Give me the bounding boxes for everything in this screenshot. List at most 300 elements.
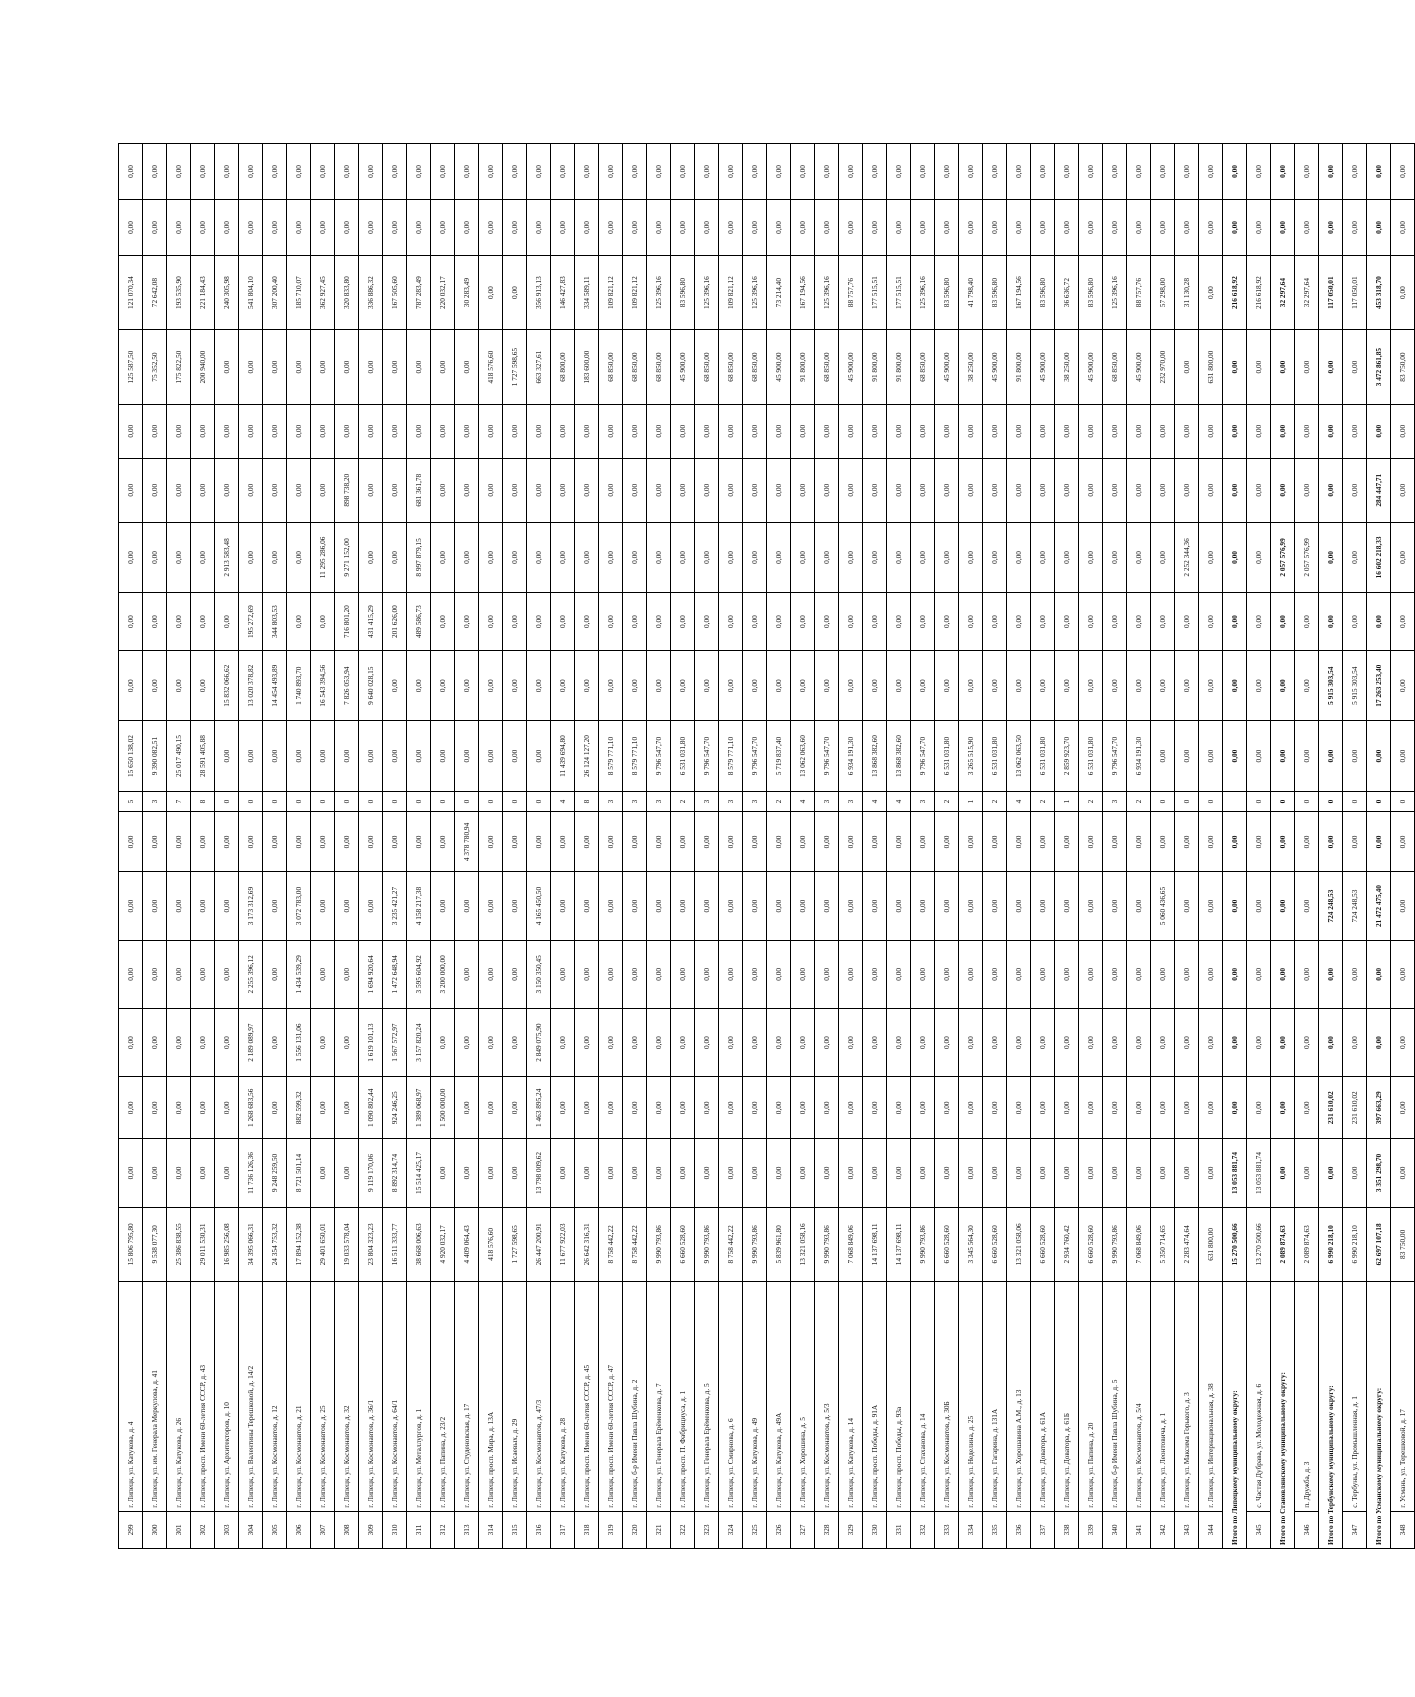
- value-cell: 0,00: [215, 812, 239, 872]
- value-cell: 0,00: [1055, 872, 1079, 940]
- value-cell: 9 990 793,86: [695, 1207, 719, 1281]
- value-cell: 1 500 000,00: [431, 1077, 455, 1139]
- value-cell: 0,00: [431, 872, 455, 940]
- value-cell: 0,00: [1295, 940, 1319, 1008]
- value-cell: 0,00: [575, 200, 599, 256]
- value-cell: 0,00: [527, 721, 551, 791]
- value-cell: 724 248,53: [1319, 872, 1343, 940]
- row-number: 344: [1199, 1511, 1223, 1548]
- value-cell: 2 859 923,70: [1055, 721, 1079, 791]
- value-cell: 0: [1175, 791, 1199, 812]
- address-cell: г. Липецк, б-р Имени Павла Шубина, д. 2: [623, 1282, 647, 1512]
- value-cell: 0,00: [935, 404, 959, 458]
- value-cell: 0,00: [1079, 1139, 1103, 1207]
- value-cell: 0,00: [1103, 812, 1127, 872]
- value-cell: 0,00: [1223, 1008, 1247, 1076]
- value-cell: 0,00: [1367, 200, 1391, 256]
- value-cell: 0,00: [455, 940, 479, 1008]
- value-cell: 75 352,50: [143, 330, 167, 404]
- value-cell: 0,00: [1175, 872, 1199, 940]
- total-label: Итого по Становлянскому муниципальному округу:: [1271, 1282, 1295, 1549]
- value-cell: 0,00: [983, 593, 1007, 651]
- table-row: [335, 144, 359, 1549]
- value-cell: 0,00: [143, 593, 167, 651]
- value-cell: 0,00: [479, 651, 503, 721]
- value-cell: 45 900,00: [935, 330, 959, 404]
- value-cell: 0,00: [1391, 458, 1415, 522]
- value-cell: 0,00: [887, 651, 911, 721]
- row-number: 330: [863, 1511, 887, 1548]
- row-number: 299: [119, 1511, 143, 1548]
- value-cell: 3 351 298,70: [1367, 1139, 1391, 1207]
- value-cell: 0,00: [143, 940, 167, 1008]
- value-cell: 3: [1103, 791, 1127, 812]
- value-cell: 0,00: [527, 458, 551, 522]
- value-cell: 195 272,69: [239, 593, 263, 651]
- table-row: [1199, 144, 1223, 1549]
- value-cell: 0,00: [167, 458, 191, 522]
- table-row: [1007, 144, 1031, 1549]
- address-cell: г. Липецк, просп. Имени 60-летия СССР, д. 43: [191, 1282, 215, 1512]
- value-cell: 0,00: [311, 200, 335, 256]
- address-cell: г. Липецк, ул. Хорошина, д. 5: [791, 1282, 815, 1512]
- value-cell: 8 579 771,10: [623, 721, 647, 791]
- value-cell: 19 033 578,04: [335, 1207, 359, 1281]
- value-cell: 0,00: [431, 1139, 455, 1207]
- value-cell: 2: [671, 791, 695, 812]
- value-cell: 0,00: [671, 404, 695, 458]
- value-cell: 0: [359, 791, 383, 812]
- value-cell: 0,00: [551, 1139, 575, 1207]
- value-cell: 0,00: [719, 522, 743, 592]
- address-cell: г. Липецк, ул. Интернациональная, д. 38: [1199, 1282, 1223, 1512]
- value-cell: 13 868 382,60: [887, 721, 911, 791]
- value-cell: 0,00: [671, 200, 695, 256]
- value-cell: 0: [1271, 791, 1295, 812]
- value-cell: 1 740 893,70: [287, 651, 311, 721]
- value-cell: 73 214,40: [767, 255, 791, 329]
- value-cell: 13 062 063,60: [791, 721, 815, 791]
- value-cell: 0,00: [191, 1077, 215, 1139]
- address-cell: с. Тербуны, ул. Промышленная, д. 1: [1343, 1282, 1367, 1512]
- value-cell: 9 990 793,86: [1103, 1207, 1127, 1281]
- value-cell: 0,00: [383, 330, 407, 404]
- value-cell: 0,00: [383, 404, 407, 458]
- value-cell: 716 801,20: [335, 593, 359, 651]
- value-cell: 0,00: [239, 721, 263, 791]
- value-cell: 0,00: [1391, 200, 1415, 256]
- value-cell: 2: [1079, 791, 1103, 812]
- value-cell: 0,00: [863, 144, 887, 200]
- value-cell: 3 595 604,92: [407, 940, 431, 1008]
- value-cell: 0,00: [455, 330, 479, 404]
- value-cell: 0,00: [1007, 651, 1031, 721]
- value-cell: 13 062 063,50: [1007, 721, 1031, 791]
- value-cell: 0,00: [1127, 1139, 1151, 1207]
- value-cell: 0,00: [335, 940, 359, 1008]
- value-cell: 8 579 771,10: [599, 721, 623, 791]
- row-number: 316: [527, 1511, 551, 1548]
- value-cell: 0,00: [167, 651, 191, 721]
- value-cell: 9 796 547,70: [1103, 721, 1127, 791]
- value-cell: 0,00: [119, 200, 143, 256]
- table-row: [1127, 144, 1151, 1549]
- value-cell: 0,00: [935, 1139, 959, 1207]
- value-cell: 0,00: [503, 940, 527, 1008]
- value-cell: 0,00: [503, 522, 527, 592]
- value-cell: 220 032,17: [431, 255, 455, 329]
- value-cell: 0,00: [863, 200, 887, 256]
- value-cell: 0,00: [839, 1139, 863, 1207]
- value-cell: 0,00: [599, 458, 623, 522]
- value-cell: 91 800,00: [1007, 330, 1031, 404]
- value-cell: 0,00: [1079, 940, 1103, 1008]
- table-row: [287, 144, 311, 1549]
- value-cell: 0,00: [1175, 1077, 1199, 1139]
- value-cell: 0,00: [527, 593, 551, 651]
- value-cell: 5 915 303,54: [1343, 651, 1367, 721]
- value-cell: 45 900,00: [839, 330, 863, 404]
- address-cell: г. Липецк, ул. Космонавтов, д. 5/4: [1127, 1282, 1151, 1512]
- value-cell: 0,00: [335, 1008, 359, 1076]
- value-cell: 0,00: [1055, 1077, 1079, 1139]
- value-cell: 0,00: [599, 404, 623, 458]
- value-cell: 0,00: [455, 458, 479, 522]
- value-cell: 0,00: [575, 522, 599, 592]
- value-cell: 45 900,00: [1079, 330, 1103, 404]
- value-cell: 0,00: [719, 458, 743, 522]
- value-cell: 0,00: [1127, 144, 1151, 200]
- value-cell: 0,00: [815, 1139, 839, 1207]
- row-number: 301: [167, 1511, 191, 1548]
- table-row: [431, 144, 455, 1549]
- value-cell: 4 165 450,50: [527, 872, 551, 940]
- value-cell: 0,00: [671, 1008, 695, 1076]
- value-cell: 0,00: [575, 458, 599, 522]
- value-cell: 0,00: [863, 651, 887, 721]
- total-row: [1223, 144, 1247, 1549]
- value-cell: 0: [503, 791, 527, 812]
- value-cell: 0,00: [311, 1139, 335, 1207]
- row-number: 329: [839, 1511, 863, 1548]
- value-cell: 0,00: [1175, 593, 1199, 651]
- table-row: [791, 144, 815, 1549]
- value-cell: 0,00: [1031, 404, 1055, 458]
- value-cell: 0,00: [1031, 1139, 1055, 1207]
- value-cell: 0,00: [695, 1077, 719, 1139]
- value-cell: 0,00: [1343, 404, 1367, 458]
- value-cell: 0,00: [455, 721, 479, 791]
- value-cell: 0,00: [1031, 144, 1055, 200]
- value-cell: 0,00: [743, 872, 767, 940]
- value-cell: 0,00: [1223, 721, 1247, 791]
- value-cell: 0,00: [431, 593, 455, 651]
- address-cell: г. Липецк, ул. Максима Горького, д. 3: [1175, 1282, 1199, 1512]
- address-cell: г. Липецк, ул. Катукова, д. 49А: [767, 1282, 791, 1512]
- value-cell: 4 378 780,94: [455, 812, 479, 872]
- value-cell: 0,00: [839, 1077, 863, 1139]
- value-cell: 9 990 793,86: [743, 1207, 767, 1281]
- value-cell: 0,00: [743, 200, 767, 256]
- address-cell: г. Липецк, ул. им. Генерала Меркулова, д. 41: [143, 1282, 167, 1512]
- row-number: 322: [671, 1511, 695, 1548]
- value-cell: 0,00: [1103, 404, 1127, 458]
- value-cell: 0,00: [767, 458, 791, 522]
- value-cell: 0,00: [767, 404, 791, 458]
- value-cell: 0,00: [503, 255, 527, 329]
- value-cell: 9 796 547,70: [647, 721, 671, 791]
- value-cell: 7: [167, 791, 191, 812]
- value-cell: 0,00: [791, 1077, 815, 1139]
- value-cell: 29 011 530,31: [191, 1207, 215, 1281]
- value-cell: 0,00: [695, 872, 719, 940]
- value-cell: 2 057 576,99: [1271, 522, 1295, 592]
- value-cell: 0,00: [263, 522, 287, 592]
- table-row: [551, 144, 575, 1549]
- address-cell: г. Липецк, ул. Космонавтов, д. 47/3: [527, 1282, 551, 1512]
- value-cell: 45 900,00: [983, 330, 1007, 404]
- value-cell: 8 758 442,22: [599, 1207, 623, 1281]
- total-label: Итого по Усманскому муниципальному округу:: [1367, 1282, 1391, 1549]
- address-cell: г. Липецк, ул. Папина, д. 23/2: [431, 1282, 455, 1512]
- value-cell: 0,00: [671, 522, 695, 592]
- row-number: 300: [143, 1511, 167, 1548]
- value-cell: 2 283 474,64: [1175, 1207, 1199, 1281]
- value-cell: 29 401 650,01: [311, 1207, 335, 1281]
- value-cell: 0,00: [263, 872, 287, 940]
- value-cell: 0,00: [191, 872, 215, 940]
- value-cell: 0,00: [191, 940, 215, 1008]
- value-cell: 0,00: [1199, 200, 1223, 256]
- value-cell: 17 894 152,38: [287, 1207, 311, 1281]
- value-cell: 0,00: [431, 458, 455, 522]
- value-cell: 0,00: [695, 404, 719, 458]
- value-cell: 167 505,60: [383, 255, 407, 329]
- value-cell: 0,00: [911, 651, 935, 721]
- value-cell: 0,00: [911, 1077, 935, 1139]
- value-cell: 0,00: [1247, 940, 1271, 1008]
- value-cell: 0,00: [959, 1008, 983, 1076]
- value-cell: 32 297,64: [1271, 255, 1295, 329]
- value-cell: 0,00: [623, 872, 647, 940]
- value-cell: 0,00: [1295, 1008, 1319, 1076]
- value-cell: 0,00: [1319, 144, 1343, 200]
- value-cell: 0,00: [1175, 330, 1199, 404]
- value-cell: 0,00: [647, 651, 671, 721]
- value-cell: 0,00: [551, 1008, 575, 1076]
- value-cell: 0,00: [647, 1008, 671, 1076]
- value-cell: 0,00: [1175, 940, 1199, 1008]
- value-cell: 0,00: [1199, 458, 1223, 522]
- value-cell: 0,00: [1343, 1139, 1367, 1207]
- value-cell: 0,00: [1007, 1139, 1031, 1207]
- address-cell: г. Липецк, ул. Космонавтов, д. 21: [287, 1282, 311, 1512]
- value-cell: 0,00: [719, 1077, 743, 1139]
- row-number: 328: [815, 1511, 839, 1548]
- value-cell: 0,00: [1151, 1077, 1175, 1139]
- value-cell: 0,00: [791, 812, 815, 872]
- value-cell: 0,00: [503, 651, 527, 721]
- value-cell: 0,00: [623, 940, 647, 1008]
- value-cell: 62 697 107,18: [1367, 1207, 1391, 1281]
- value-cell: 1 389 068,97: [407, 1077, 431, 1139]
- value-cell: 21 472 475,40: [1367, 872, 1391, 940]
- value-cell: 91 800,00: [863, 330, 887, 404]
- row-number: 347: [1343, 1511, 1367, 1548]
- value-cell: 0,00: [1079, 812, 1103, 872]
- table-row: [911, 144, 935, 1549]
- address-cell: г. Липецк, ул. Космонавтов, д. 12: [263, 1282, 287, 1512]
- value-cell: 2 934 760,42: [1055, 1207, 1079, 1281]
- value-cell: 0,00: [1319, 330, 1343, 404]
- value-cell: 0,00: [1031, 522, 1055, 592]
- value-cell: 0,00: [1199, 940, 1223, 1008]
- value-cell: 0,00: [935, 522, 959, 592]
- value-cell: 0,00: [719, 872, 743, 940]
- value-cell: 0,00: [815, 1008, 839, 1076]
- value-cell: 6 531 031,80: [1079, 721, 1103, 791]
- value-cell: 0,00: [623, 522, 647, 592]
- value-cell: 0,00: [1295, 458, 1319, 522]
- value-cell: 0,00: [119, 1077, 143, 1139]
- value-cell: 8 758 442,22: [719, 1207, 743, 1281]
- value-cell: 0,00: [551, 144, 575, 200]
- value-cell: 0,00: [719, 144, 743, 200]
- row-number: 340: [1103, 1511, 1127, 1548]
- value-cell: 0,00: [119, 522, 143, 592]
- value-cell: 0,00: [983, 144, 1007, 200]
- value-cell: 0,00: [671, 651, 695, 721]
- value-cell: 0,00: [311, 812, 335, 872]
- value-cell: 0,00: [935, 458, 959, 522]
- value-cell: 0,00: [551, 651, 575, 721]
- value-cell: 0,00: [1031, 940, 1055, 1008]
- value-cell: 0: [383, 791, 407, 812]
- value-cell: 0,00: [767, 940, 791, 1008]
- table-row: [239, 144, 263, 1549]
- value-cell: 0,00: [1343, 522, 1367, 592]
- value-cell: 0,00: [791, 200, 815, 256]
- value-cell: 0,00: [791, 940, 815, 1008]
- value-cell: 0,00: [1271, 651, 1295, 721]
- value-cell: 216 618,92: [1223, 255, 1247, 329]
- row-number: 337: [1031, 1511, 1055, 1548]
- value-cell: 0,00: [839, 812, 863, 872]
- value-cell: 0,00: [815, 1077, 839, 1139]
- value-cell: 0,00: [503, 200, 527, 256]
- row-number: 302: [191, 1511, 215, 1548]
- address-cell: г. Липецк, ул. Хорошавина А.М., д. 13: [1007, 1282, 1031, 1512]
- value-cell: 0,00: [1319, 1139, 1343, 1207]
- value-cell: 0,00: [887, 144, 911, 200]
- table-row: [935, 144, 959, 1549]
- row-number: 334: [959, 1511, 983, 1548]
- value-cell: 0,00: [1295, 593, 1319, 651]
- value-cell: 13 020 378,82: [239, 651, 263, 721]
- value-cell: 0,00: [215, 940, 239, 1008]
- table-row: [119, 144, 143, 1549]
- table-row: [1031, 144, 1055, 1549]
- value-cell: 0,00: [863, 404, 887, 458]
- value-cell: 0: [479, 791, 503, 812]
- value-cell: 9 119 170,06: [359, 1139, 383, 1207]
- value-cell: 0,00: [1223, 144, 1247, 200]
- value-cell: 0: [287, 791, 311, 812]
- value-cell: 0,00: [863, 1077, 887, 1139]
- value-cell: 121 070,34: [119, 255, 143, 329]
- value-cell: 0,00: [863, 1139, 887, 1207]
- value-cell: 68 850,00: [719, 330, 743, 404]
- value-cell: 0,00: [263, 404, 287, 458]
- value-cell: 0,00: [1367, 940, 1391, 1008]
- value-cell: 0,00: [1103, 593, 1127, 651]
- value-cell: 0,00: [167, 1077, 191, 1139]
- value-cell: 0,00: [623, 144, 647, 200]
- value-cell: 0,00: [1055, 1008, 1079, 1076]
- value-cell: 1 694 920,64: [359, 940, 383, 1008]
- address-cell: г. Липецк, ул. Папина, д. 20: [1079, 1282, 1103, 1512]
- value-cell: 0,00: [479, 1008, 503, 1076]
- value-cell: 175 822,50: [167, 330, 191, 404]
- value-cell: 0,00: [1031, 872, 1055, 940]
- value-cell: 0,00: [407, 404, 431, 458]
- value-cell: 0,00: [959, 1139, 983, 1207]
- value-cell: 0,00: [1031, 1077, 1055, 1139]
- address-cell: г. Липецк, просп. Имени 60-летия СССР, д. 47: [599, 1282, 623, 1512]
- value-cell: 924 246,25: [383, 1077, 407, 1139]
- value-cell: 9 796 547,70: [695, 721, 719, 791]
- value-cell: 0,00: [671, 144, 695, 200]
- value-cell: 0,00: [911, 458, 935, 522]
- value-cell: 0,00: [1391, 593, 1415, 651]
- value-cell: 0,00: [1319, 522, 1343, 592]
- value-cell: 0,00: [983, 872, 1007, 940]
- value-cell: 0,00: [647, 458, 671, 522]
- address-cell: г. Усмань, ул. Терешковой, д. 17: [1391, 1282, 1415, 1512]
- value-cell: 1 463 895,24: [527, 1077, 551, 1139]
- value-cell: 0,00: [623, 593, 647, 651]
- value-cell: 0: [1319, 791, 1343, 812]
- value-cell: 0,00: [551, 593, 575, 651]
- value-cell: 663 327,61: [527, 330, 551, 404]
- value-cell: 0,00: [1343, 721, 1367, 791]
- value-cell: 7 826 053,94: [335, 651, 359, 721]
- value-cell: 0,00: [1271, 812, 1295, 872]
- row-number: 309: [359, 1511, 383, 1548]
- value-cell: 91 800,00: [887, 330, 911, 404]
- value-cell: 0,00: [767, 522, 791, 592]
- value-cell: 0,00: [599, 200, 623, 256]
- value-cell: 24 354 753,32: [263, 1207, 287, 1281]
- value-cell: 0,00: [455, 1008, 479, 1076]
- value-cell: 1 268 683,56: [239, 1077, 263, 1139]
- value-cell: 0,00: [1391, 1077, 1415, 1139]
- value-cell: 0,00: [1271, 200, 1295, 256]
- value-cell: 0,00: [695, 651, 719, 721]
- value-cell: 177 515,51: [863, 255, 887, 329]
- value-cell: 0,00: [887, 200, 911, 256]
- value-cell: 0,00: [1199, 1077, 1223, 1139]
- value-cell: 0,00: [599, 522, 623, 592]
- value-cell: 631 800,00: [1199, 1207, 1223, 1281]
- value-cell: 0,00: [191, 522, 215, 592]
- value-cell: 14 137 698,11: [887, 1207, 911, 1281]
- value-cell: 185 710,07: [287, 255, 311, 329]
- address-cell: г. Липецк, просп. Победы, д. 91А: [863, 1282, 887, 1512]
- address-cell: г. Липецк, ул. Космонавтов, д. 30Б: [935, 1282, 959, 1512]
- value-cell: 0,00: [1391, 940, 1415, 1008]
- value-cell: 0,00: [1079, 404, 1103, 458]
